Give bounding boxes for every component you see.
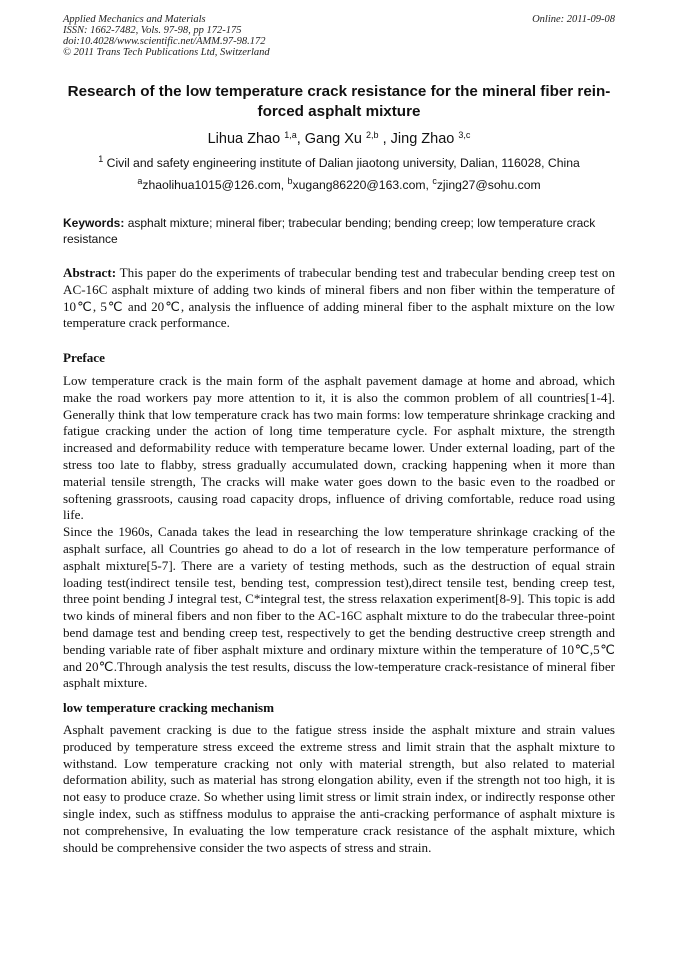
section-body-cracking-mechanism <box>63 722 615 856</box>
email-link[interactable]: zjing27@sohu.com <box>436 178 541 192</box>
doi-line[interactable]: doi:10.4028/www.scientific.net/AMM.97-98.172 <box>63 36 266 47</box>
email-link[interactable]: xugang86220@163.com, <box>292 178 433 192</box>
online-date: Online: 2011-09-08 <box>532 14 615 25</box>
affiliation <box>50 156 628 171</box>
author-affiliation-mark: 2,b <box>366 130 379 140</box>
author-affiliation-mark: 1,a <box>284 130 297 140</box>
affiliation-text: Civil and safety engineering institute of Dalian jiaotong university, Dalian, 116028, China <box>106 156 580 170</box>
email-mark: b <box>287 176 293 186</box>
author-separator: , <box>378 131 391 147</box>
section-heading-cracking-mechanism: low temperature cracking mechanism <box>63 700 275 715</box>
email-link[interactable]: zhaolihua1015@126.com, <box>142 178 288 192</box>
journal-header <box>63 14 615 58</box>
email-mark: a <box>137 176 143 186</box>
keywords-label: Keywords: <box>63 216 125 230</box>
abstract-text: This paper do the experiments of trabecular bending test and trabecular bending creep test on AC-16C asphalt mixture of adding two kinds of mineral fibers and non fiber within the temperature of 10℃, 5℃ and 20℃, analysis the influence of adding mineral fiber to the asphalt mixture on the low temperature crack performance. <box>63 265 615 331</box>
author-name: Lihua Zhao <box>207 131 281 147</box>
keywords-text: asphalt mixture; mineral fiber; trabecular bending; bending creep; low temperature crack resistance <box>63 216 596 246</box>
author-name: Jing Zhao <box>390 131 455 147</box>
affiliation-mark: 1 <box>98 154 104 164</box>
abstract-block <box>63 265 615 332</box>
author-list <box>50 130 628 148</box>
paragraph: Asphalt pavement cracking is due to the fatigue stress inside the asphalt mixture and strain values produced by temperature stress exceed the extreme stress and limit strain that the asphalt mixture to withstand. Low temperature cracking not only with material strength, but also related to material deformation ability, such as material has strong elongation ability, even if the strength not too high, it is not easy to produce craze. So whether using limit stress or limit strain index, or indirectly response other single index, such as stiffness modulus to appraise the anti-cracking performance of asphalt mixture is not comprehensive, In evaluating the low temperature crack resistance of the asphalt mixture, which should be comprehensive consider the two aspects of stress and strain. <box>63 722 615 855</box>
copyright-line: © 2011 Trans Tech Publications Ltd, Switzerland <box>63 47 270 58</box>
keywords-block <box>63 215 615 247</box>
author-affiliation-mark: 3,c <box>458 130 471 140</box>
section-heading-preface: Preface <box>63 350 105 365</box>
paragraph: Since the 1960s, Canada takes the lead in researching the low temperature shrinkage cracking of the asphalt surface, all Countries go ahead to do a lot of research in the low temperature performance of asphalt mixture[5-7]. There are a variety of testing methods, such as the destruction of equal strain loading test(indirect tensile test, bending test, compression test),direct tensile test, bending creep test, three point bending J integral test, C*integral test, the stress relaxation experiment[8-9]. This topic is add two kinds of mineral fibers and non fiber to the AC-16C asphalt mixture to do the trabecular three-point bend damage test and bending creep test, respectively to get the bending destructive creep strength and bending variable rate of fiber asphalt mixture and ordinary mixture within the temperature of 10℃,5℃ and 20℃.Through analysis the test results, discuss the low-temperature crack-resistance of mineral fiber asphalt mixture. <box>63 524 615 691</box>
author-emails <box>50 178 628 193</box>
email-mark: c <box>432 176 437 186</box>
journal-name: Applied Mechanics and Materials <box>63 14 206 25</box>
issn-line: ISSN: 1662-7482, Vols. 97-98, pp 172-175 <box>63 25 242 36</box>
paragraph: Low temperature crack is the main form of the asphalt pavement damage at home and abroad, which make the road workers pay more attention to it, it is also the common problem of all countries[1-4]. Generally think that low temperature crack has two main forms: low temperature shrinkage cracking and fatigue cracking under the action of long time temperature cycle. For asphalt mixture, the strength increased and deformability reduce with temperature became lower. Under external loading, part of the stress too late to flabby, stress gradually accumulated down, cracking happening when it more than material tensile strength, The cracks will make water goes down to the basic even to the roadbed or softening grassroots, causing road capacity drops, influence of driving comfortable, reduce road using life. <box>63 373 615 523</box>
author-separator: , <box>296 131 305 147</box>
section-body-preface <box>63 373 615 692</box>
abstract-label: Abstract: <box>63 265 117 280</box>
paper-title: Research of the low temperature crack resistance for the mineral fiber rein-forced asphalt mixture <box>67 83 611 120</box>
author-name: Gang Xu <box>304 131 363 147</box>
